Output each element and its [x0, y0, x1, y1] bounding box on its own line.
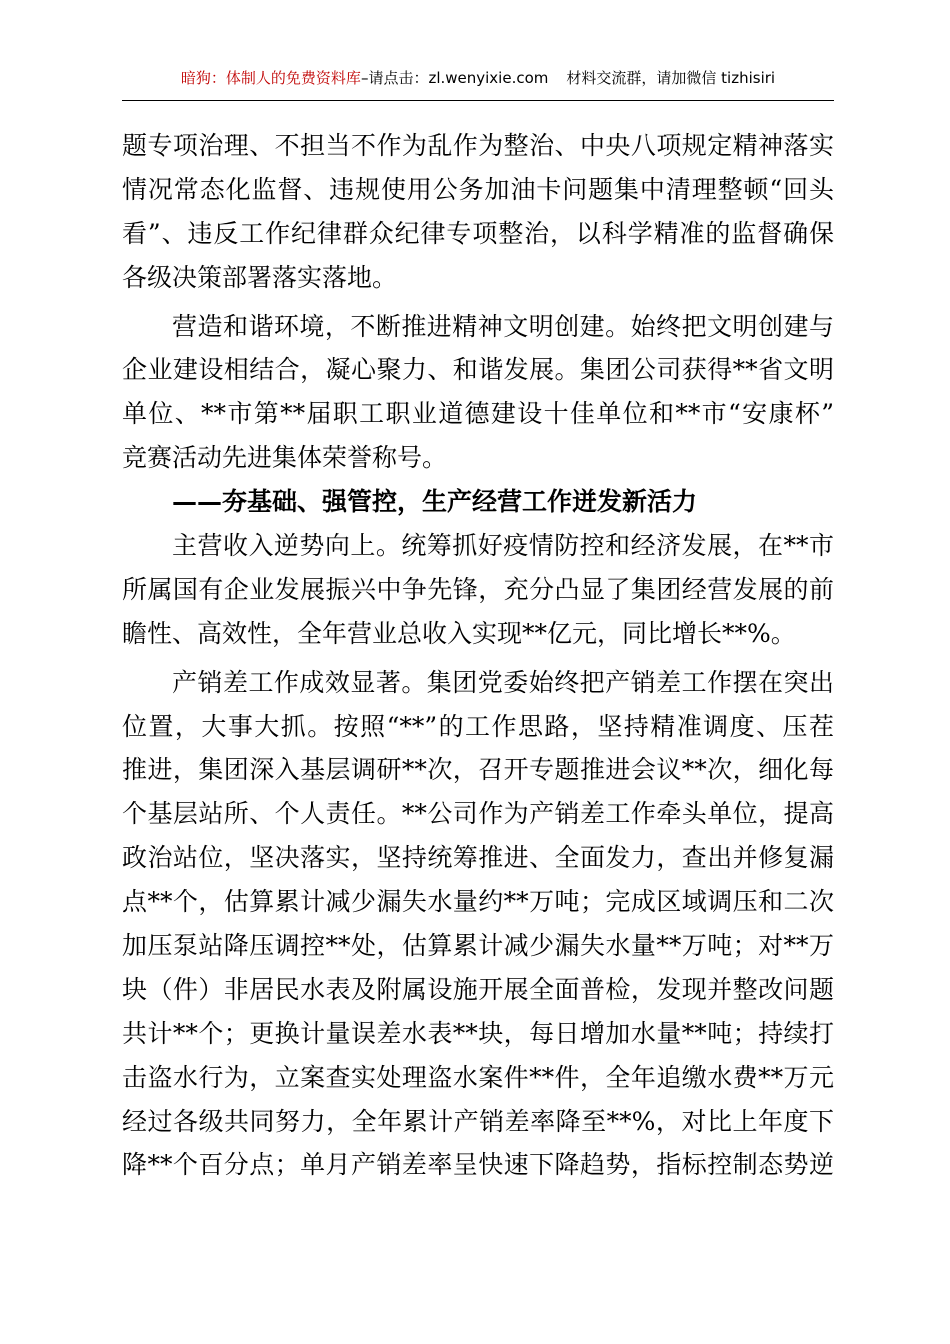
paragraph — [122, 305, 834, 481]
text-line: 题专项治理、不担当不作为乱作为整治、中央八项规定精神落实 — [122, 131, 834, 160]
header-site-name: 暗狗：体制人的免费资料库 — [180, 69, 361, 87]
paragraph — [122, 661, 834, 1188]
text-line: 推进，集团深入基层调研**次，召开专题推进会议**次，细化每 — [122, 755, 834, 785]
document-body — [122, 124, 834, 1187]
text-line: 单位、**市第**届职工职业道德建设十佳单位和**市“安康杯” — [122, 399, 834, 429]
paragraph — [122, 524, 834, 656]
text-line: 个基层站所、个人责任。**公司作为产销差工作牵头单位，提高 — [122, 799, 834, 829]
text-line: 降**个百分点；单月产销差率呈快速下降趋势，指标控制态势逆 — [122, 1150, 834, 1180]
text-line: 块（件）非居民水表及附属设施开展全面普检，发现并整改问题 — [122, 974, 834, 1004]
paragraph — [122, 124, 834, 300]
text-line: 加压泵站降压调控**处，估算累计减少漏失水量**万吨；对**万 — [122, 931, 834, 961]
text-line: 情况常态化监督、违规使用公务加油卡问题集中清理整顿“回头 — [122, 174, 834, 204]
header-click-prompt: –请点击： — [360, 69, 429, 87]
text-line: 位置，大事大抓。按照“**”的工作思路，坚持精准调度、压茬 — [122, 711, 834, 741]
header-url-link[interactable]: zl.wenyixie.com — [428, 69, 549, 87]
text-line: 政治站位，坚决落实，坚持统筹推进、全面发力，查出并修复漏 — [122, 843, 834, 873]
text-line: 各级决策部署落实落地。 — [122, 262, 398, 292]
text-line: 产销差工作成效显著。集团党委始终把产销差工作摆在突出 — [172, 667, 834, 697]
text-line: 点**个，估算累计减少漏失水量约**万吨；完成区域调压和二次 — [122, 887, 834, 917]
text-line: 竞赛活动先进集体荣誉称号。 — [122, 443, 448, 473]
text-line: 击盗水行为，立案查实处理盗水案件**件，全年追缴水费**万元 — [122, 1062, 834, 1092]
text-line: 所属国有企业发展振兴中争先锋，充分凸显了集团经营发展的前 — [122, 574, 834, 604]
text-line: 瞻性、高效性，全年营业总收入实现**亿元，同比增长**%。 — [122, 618, 796, 648]
header-wechat-note: 材料交流群，请加微信 tizhisiri — [566, 69, 776, 87]
text-line: 共计**个；更换计量误差水表**块，每日增加水量**吨；持续打 — [122, 1018, 834, 1048]
page-header — [122, 68, 834, 101]
text-line: 主营收入逆势向上。统筹抓好疫情防控和经济发展，在**市 — [172, 531, 834, 561]
text-line: 看”、违反工作纪律群众纪律专项整治，以科学精准的监督确保 — [122, 218, 834, 248]
section-heading: ——夯基础、强管控，生产经营工作迸发新活力 — [172, 487, 698, 517]
text-line: 营造和谐环境，不断推进精神文明创建。始终把文明创建与 — [172, 311, 834, 341]
text-line: 企业建设相结合，凝心聚力、和谐发展。集团公司获得**省文明 — [122, 355, 834, 385]
text-line: 经过各级共同努力，全年累计产销差率降至**%，对比上年度下 — [122, 1106, 834, 1136]
